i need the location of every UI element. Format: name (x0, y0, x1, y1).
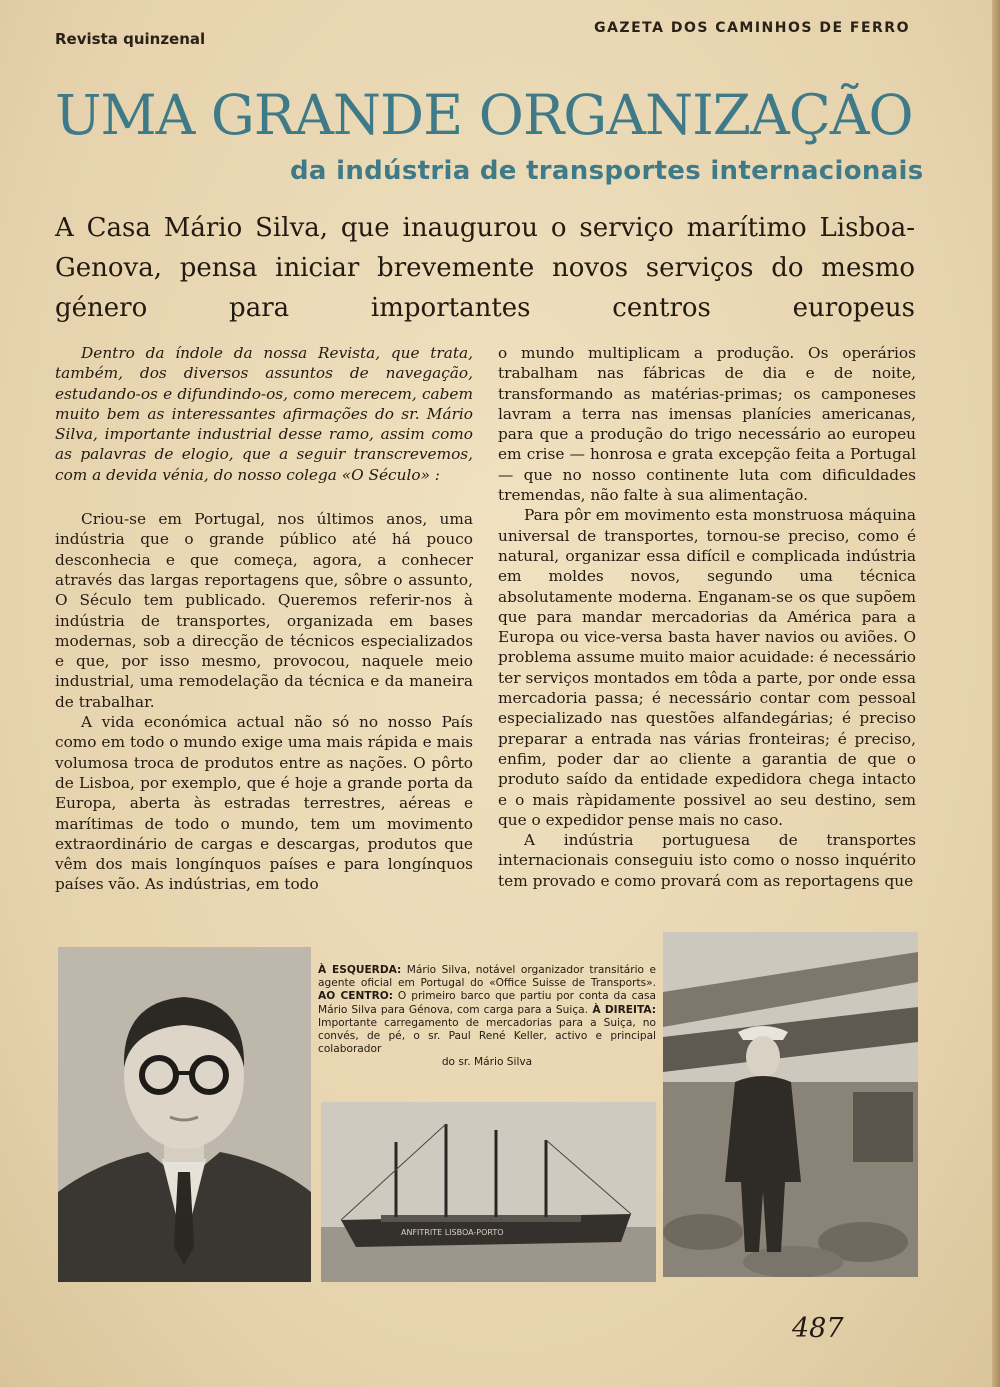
article-title: UMA GRANDE ORGANIZAÇÃO (55, 83, 913, 147)
body-paragraph: Criou-se em Portugal, nos últimos anos, uma indústria que o grande público até há pouco desconhecia e que começa, agora, a conhecer através das largas reportagens que, sôbre o assunto, O Século tem publicado. Queremos referir-nos à indústria de transportes, organizada em bases modernas, sob a direcção de técnicos especializados e que, por isso mesmo, provocou, naquele meio industrial, uma remodelação da técnica e da maneira de trabalhar. (55, 510, 473, 711)
ship-hull-name: ANFITRITE LISBOA-PORTO (401, 1228, 504, 1237)
ship-illustration (321, 1102, 656, 1282)
caption-key: À DIREITA: (588, 1003, 656, 1016)
header-right: GAZETA DOS CAMINHOS DE FERRO (594, 20, 910, 36)
body-paragraph: o mundo multiplicam a produção. Os operários trabalham nas fábricas de dia e de noite, transformando as matérias-primas; os camponeses lavram a terra nas imensas planícies americanas, para que a produção do trigo necessário ao europeu em crise — honrosa e grata excepção feita a Portugal — que no nosso continente luta com dificuldades tremendas, não falte à sua alimentação. (498, 344, 916, 505)
portrait-photo (58, 947, 311, 1282)
column-left (55, 343, 473, 895)
caption-text: Mário Silva, notável organizador transitário e agente oficial em Portugal do «Office Suisse de Transports». (318, 964, 657, 990)
cargo-photo (663, 932, 918, 1277)
caption-key: AO CENTRO: (318, 990, 393, 1003)
ship-photo (321, 1102, 656, 1282)
intro-paragraph: Dentro da índole da nossa Revista, que trata, também, dos diversos assuntos de navegação, estudando-os e difundindo-os, como merecem, cabem muito bem as interessantes afirmações do sr. Mário Silva, importante industrial desse ramo, assim como as palavras de elogio, que a seguir transcrevemos, com a devida vénia, do nosso colega «O Século» : (55, 344, 473, 484)
caption-text: O primeiro barco que partiu por conta da casa Mário Silva para Génova, com carga para a Suiça. (318, 990, 656, 1016)
body-paragraph: Para pôr em movimento esta monstruosa máquina universal de transportes, tornou-se preciso, como é natural, organizar essa difícil e complicada indústria em moldes novos, segundo uma técnica absolutamente moderna. Enganam-se os que supõem que para mandar mercadorias da América para a Europa ou vice-versa basta haver navios ou aviões. O problema assume muito maior acuidade: é necessário ter serviços montados em tôda a parte, por onde essa mercadoria passa; é necessário contar com pessoal especializado nas questões alfandegárias; é preciso preparar a entrada nas várias fronteiras; é preciso, enfim, poder dar ao cliente a garantia de que o produto saído da entidade expedidora chega intacto e o mais ràpidamente possivel ao seu destino, sem que o expedidor pense mais no caso. (498, 506, 916, 829)
caption-text: Importante carregamento de mercadorias para a Suiça, no convés, de pé, o sr. Paul René Keller, activo e principal colaborador (318, 1016, 656, 1056)
article-subtitle: da indústria de transportes internacionais (290, 156, 924, 186)
photo-caption (318, 964, 656, 1070)
body-paragraph: A vida económica actual não só no nosso País como em todo o mundo exige uma mais rápida e mais volumosa troca de produtos entre as nações. O pôrto de Lisboa, por exemplo, que é hoje a grande porta da Europa, aberta às estradas terrestres, aéreas e marítimas de todo o mundo, tem um movimento extraordinário de cargas e descargas, produtos que vêm dos mais longínquos países e para longínquos países vão. As indústrias, em todo (55, 713, 473, 894)
portrait-illustration (58, 947, 311, 1282)
cargo-illustration (663, 932, 918, 1277)
header-left: Revista quinzenal (55, 30, 206, 48)
column-right (498, 343, 916, 891)
caption-key: À ESQUERDA: (318, 964, 402, 976)
page-number: 487 (792, 1313, 844, 1344)
body-paragraph: A indústria portuguesa de transportes internacionais conseguiu isto como o nosso inquérito tem provado e como provará com as reportagens que (498, 831, 916, 890)
caption-text: do sr. Mário Silva (441, 1056, 533, 1069)
article-lead: A Casa Mário Silva, que inaugurou o serviço marítimo Lisboa-Genova, pensa iniciar brevemente novos serviços do mesmo género para importantes centros europeus (55, 213, 915, 323)
